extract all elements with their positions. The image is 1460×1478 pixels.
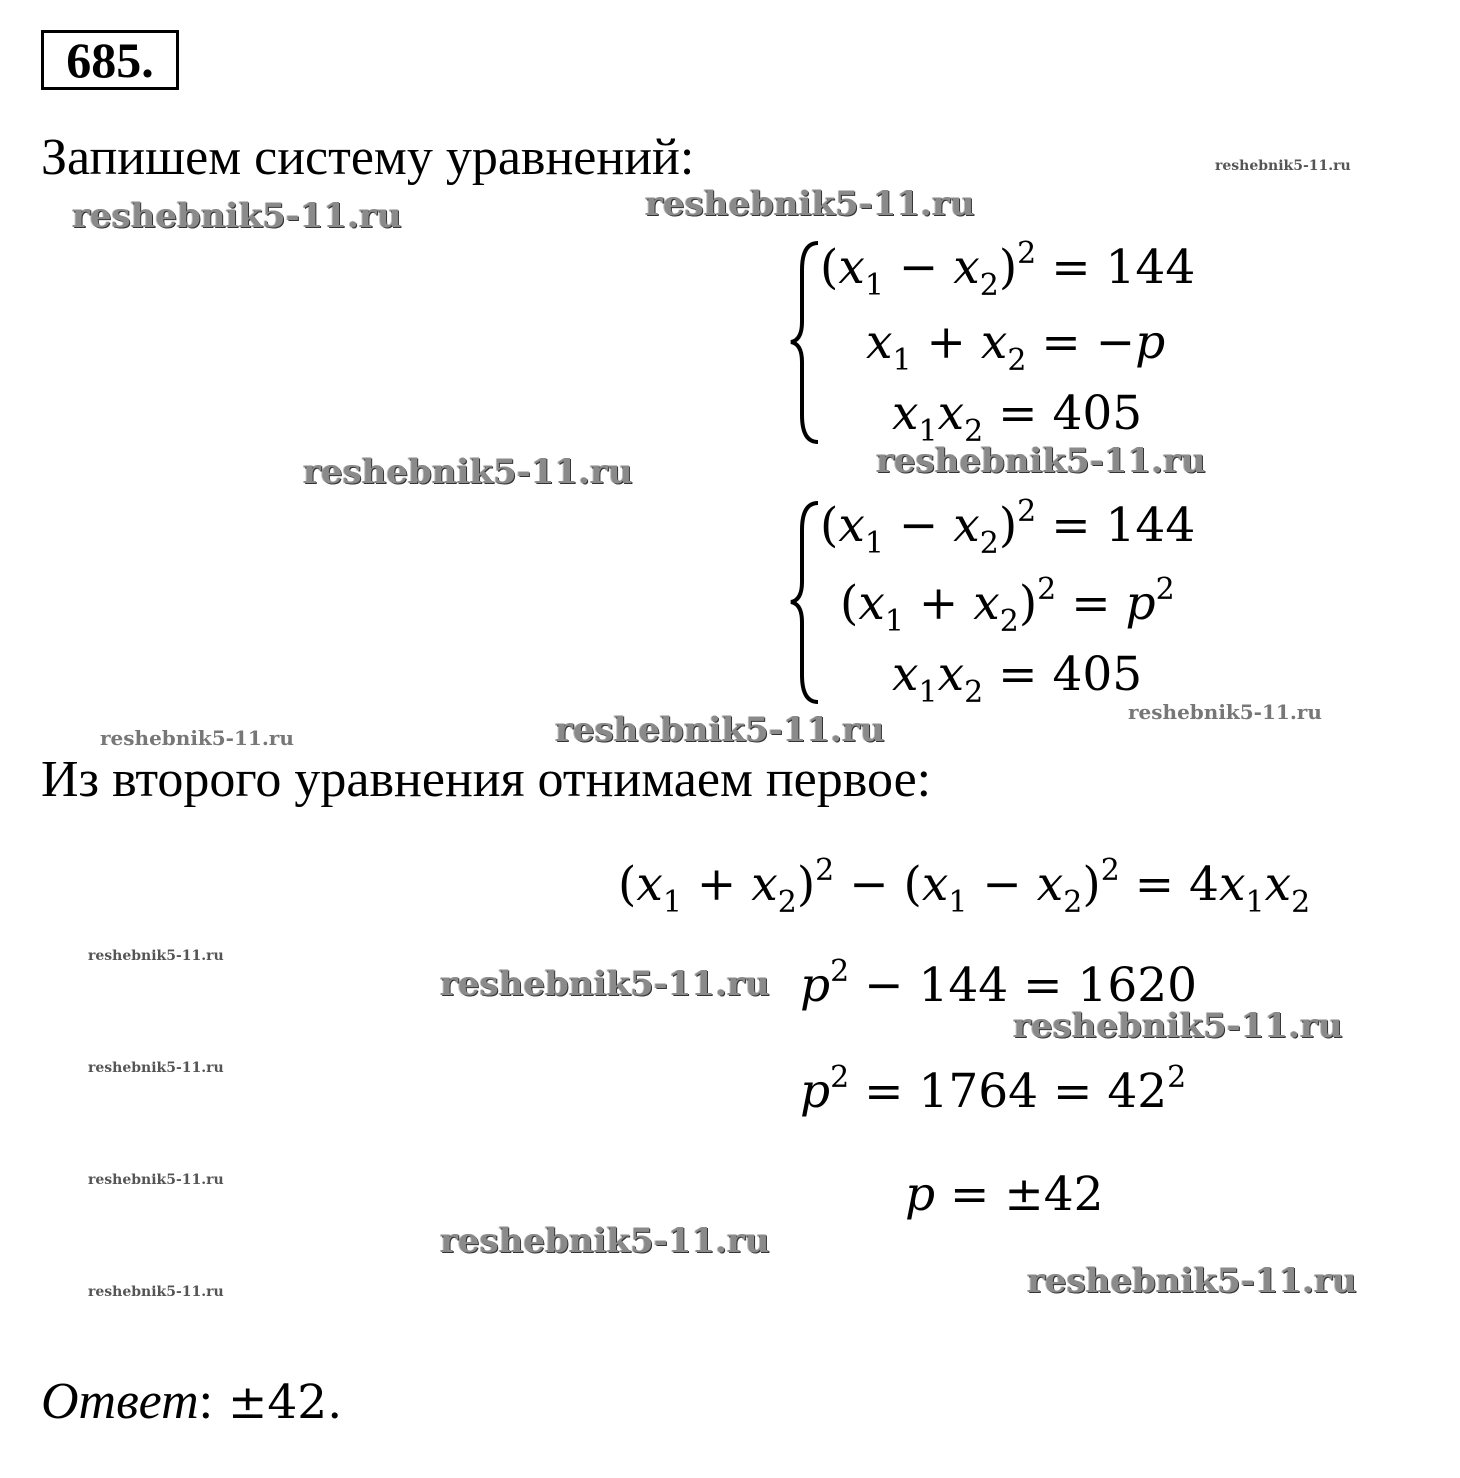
system2-brace [788,500,822,705]
answer-value: ±42. [213,1375,343,1430]
watermark: reshebnik5-11.ru [88,948,224,964]
watermark: reshebnik5-11.ru [645,184,975,224]
answer-line: Ответ: ±42. [41,1373,343,1430]
step1-equation: $p^2 - 144 = 1620$ [800,954,1198,1013]
intro-text: Запишем систему уравнений: [41,129,695,186]
watermark: reshebnik5-11.ru [88,1172,224,1188]
watermark: reshebnik5-11.ru [1013,1006,1343,1046]
system1-brace [788,240,822,445]
watermark: reshebnik5-11.ru [72,196,402,236]
problem-number: 685. [41,30,179,90]
watermark: reshebnik5-11.ru [100,726,294,750]
watermark: reshebnik5-11.ru [303,452,633,492]
system1-eq1: $(x_1 - x_2)^2 = 144$ [820,236,1196,303]
watermark: reshebnik5-11.ru [440,964,770,1004]
system2-eq2: $(x_1 + x_2)^2 = p^2$ [840,572,1175,639]
watermark: reshebnik5-11.ru [1128,700,1322,724]
step3-equation: p = ±42 [905,1167,1104,1222]
system2-eq1: $(x_1 - x_2)^2 = 144$ [820,494,1196,561]
watermark: reshebnik5-11.ru [555,710,885,750]
system1-eq3: $x_1x_2 = 405$ [892,386,1143,449]
subtract-text: Из второго уравнения отнимаем первое: [41,751,932,808]
answer-label: Ответ [41,1373,199,1430]
watermark: reshebnik5-11.ru [88,1284,224,1300]
identity-equation: $(x_1 + x_2)^2 - (x_1 - x_2)^2 = 4x_1x_2$ [618,853,1311,920]
system1-eq2: $x_1 + x_2 = -p$ [866,315,1166,378]
watermark: reshebnik5-11.ru [876,441,1206,481]
watermark: reshebnik5-11.ru [440,1221,770,1261]
system2-eq3: $x_1x_2 = 405$ [892,647,1143,710]
step2-equation: $p^2 = 1764 = 42^2$ [800,1060,1187,1119]
watermark: reshebnik5-11.ru [88,1060,224,1076]
watermark: reshebnik5-11.ru [1215,158,1351,174]
watermark: reshebnik5-11.ru [1027,1261,1357,1301]
